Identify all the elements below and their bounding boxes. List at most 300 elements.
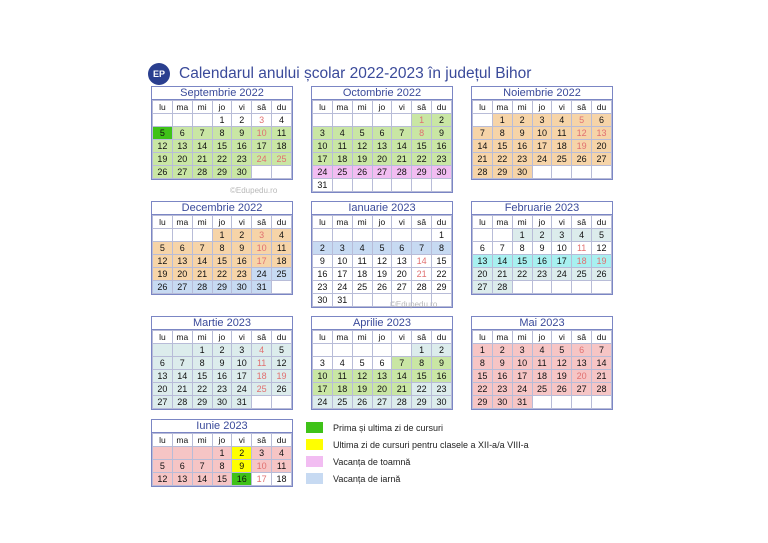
day-cell: 28 [192, 166, 212, 179]
day-cell: 19 [572, 140, 592, 153]
month-september [151, 86, 293, 180]
week-row [153, 357, 292, 370]
day-cell: 13 [473, 255, 493, 268]
day-cell: 20 [572, 370, 592, 383]
day-cell: 25 [272, 153, 292, 166]
weekday-header: jo [212, 434, 232, 447]
day-cell: 11 [572, 242, 592, 255]
day-cell: 24 [552, 268, 572, 281]
weekday-header: mi [192, 331, 212, 344]
day-cell: 21 [192, 268, 212, 281]
weekday-header: lu [153, 216, 173, 229]
day-cell: 12 [153, 140, 173, 153]
day-cell [552, 396, 572, 409]
day-cell: 18 [272, 255, 292, 268]
day-cell: 6 [172, 460, 192, 473]
day-cell [172, 114, 192, 127]
month-title: Ianuarie 2023 [312, 202, 452, 215]
day-cell: 18 [272, 473, 292, 486]
header [148, 62, 531, 86]
day-cell: 4 [352, 242, 372, 255]
day-cell: 8 [492, 127, 512, 140]
day-cell: 17 [313, 383, 333, 396]
week-row [153, 242, 292, 255]
day-cell: 18 [332, 383, 352, 396]
day-cell: 3 [232, 344, 252, 357]
day-cell: 6 [392, 242, 412, 255]
day-cell [532, 396, 552, 409]
day-cell: 29 [212, 281, 232, 294]
day-cell: 15 [432, 255, 452, 268]
legend-swatch [306, 473, 323, 484]
day-cell: 22 [512, 268, 532, 281]
day-cell [372, 179, 392, 192]
weekday-header: lu [313, 331, 333, 344]
week-row [313, 255, 452, 268]
week-row [313, 114, 452, 127]
day-cell: 21 [492, 268, 512, 281]
day-cell: 9 [492, 357, 512, 370]
weekday-header: mi [192, 101, 212, 114]
week-row [153, 396, 292, 409]
day-cell: 19 [272, 370, 292, 383]
day-cell [372, 344, 392, 357]
day-cell: 16 [512, 140, 532, 153]
day-cell [192, 447, 212, 460]
day-cell [272, 166, 292, 179]
day-cell: 17 [252, 473, 272, 486]
week-row [473, 357, 612, 370]
day-cell: 4 [272, 447, 292, 460]
week-row [153, 268, 292, 281]
week-row [313, 179, 452, 192]
day-cell: 24 [532, 153, 552, 166]
day-cell [332, 114, 352, 127]
weekday-header: lu [153, 331, 173, 344]
week-row [153, 255, 292, 268]
month-title: Februarie 2023 [472, 202, 612, 215]
day-cell [552, 166, 572, 179]
day-cell: 8 [212, 242, 232, 255]
day-cell: 11 [272, 127, 292, 140]
weekday-header: vi [232, 216, 252, 229]
weekday-header: ma [172, 101, 192, 114]
day-cell: 9 [232, 242, 252, 255]
watermark: ©Edupedu.ro [390, 300, 438, 309]
day-cell: 7 [592, 344, 612, 357]
month-title: Mai 2023 [472, 317, 612, 330]
month-grid [152, 433, 292, 486]
day-cell: 16 [232, 140, 252, 153]
day-cell: 23 [232, 153, 252, 166]
day-cell: 15 [192, 370, 212, 383]
day-cell: 28 [392, 396, 412, 409]
week-row [153, 127, 292, 140]
day-cell [592, 281, 612, 294]
day-cell [192, 229, 212, 242]
day-cell: 30 [232, 281, 252, 294]
day-cell: 10 [552, 242, 572, 255]
weekday-header: mi [352, 101, 372, 114]
weekday-header: mi [512, 331, 532, 344]
week-row [153, 383, 292, 396]
day-cell: 31 [332, 294, 352, 307]
day-cell: 11 [552, 127, 572, 140]
day-cell [332, 344, 352, 357]
weekday-header: du [592, 101, 612, 114]
day-cell: 13 [153, 370, 173, 383]
day-cell: 18 [552, 140, 572, 153]
day-cell: 24 [512, 383, 532, 396]
weekday-header: vi [552, 101, 572, 114]
day-cell: 17 [232, 370, 252, 383]
day-cell: 21 [172, 383, 192, 396]
day-cell: 10 [332, 255, 352, 268]
day-cell: 8 [432, 242, 452, 255]
day-cell [572, 281, 592, 294]
day-cell: 14 [392, 370, 412, 383]
day-cell: 20 [473, 268, 493, 281]
day-cell: 24 [332, 281, 352, 294]
weekday-header: ma [332, 331, 352, 344]
weekday-header: lu [313, 216, 333, 229]
day-cell: 13 [592, 127, 612, 140]
day-cell: 12 [153, 473, 173, 486]
month-grid [472, 215, 612, 294]
day-cell: 12 [372, 255, 392, 268]
month-grid [152, 215, 292, 294]
day-cell: 16 [212, 370, 232, 383]
day-cell: 10 [313, 140, 333, 153]
day-cell: 17 [252, 140, 272, 153]
day-cell: 10 [252, 242, 272, 255]
day-cell [332, 229, 352, 242]
weekday-header: vi [232, 331, 252, 344]
day-cell: 1 [192, 344, 212, 357]
day-cell [592, 166, 612, 179]
day-cell: 4 [572, 229, 592, 242]
day-cell: 27 [172, 281, 192, 294]
weekday-header: jo [212, 216, 232, 229]
weekday-header: lu [153, 101, 173, 114]
day-cell: 10 [252, 127, 272, 140]
day-cell: 27 [392, 281, 412, 294]
day-cell: 26 [153, 166, 173, 179]
day-cell: 28 [172, 396, 192, 409]
day-cell: 9 [313, 255, 333, 268]
day-cell [153, 229, 173, 242]
day-cell: 25 [332, 166, 352, 179]
day-cell: 8 [512, 242, 532, 255]
day-cell [592, 396, 612, 409]
weekday-header: jo [372, 331, 392, 344]
day-cell [192, 114, 212, 127]
day-cell: 15 [212, 255, 232, 268]
week-row [473, 255, 612, 268]
month-november [471, 86, 613, 180]
day-cell: 16 [532, 255, 552, 268]
day-cell: 3 [552, 229, 572, 242]
day-cell [473, 114, 493, 127]
week-row [153, 473, 292, 486]
day-cell: 5 [153, 242, 173, 255]
day-cell: 15 [212, 140, 232, 153]
day-cell: 20 [172, 268, 192, 281]
day-cell: 2 [492, 344, 512, 357]
day-cell [153, 447, 173, 460]
day-cell: 10 [252, 460, 272, 473]
weekday-header: ma [332, 216, 352, 229]
day-cell: 17 [252, 255, 272, 268]
weekday-header: mi [192, 434, 212, 447]
weekday-header: sâ [572, 216, 592, 229]
day-cell: 17 [552, 255, 572, 268]
month-title: Aprilie 2023 [312, 317, 452, 330]
week-row [473, 344, 612, 357]
weekday-header: jo [532, 216, 552, 229]
weekday-header: jo [212, 331, 232, 344]
day-cell [432, 179, 452, 192]
day-cell: 13 [372, 140, 392, 153]
weekday-header: du [272, 216, 292, 229]
day-cell: 5 [552, 344, 572, 357]
weekday-header: du [592, 216, 612, 229]
day-cell: 2 [232, 114, 252, 127]
month-december [151, 201, 293, 295]
week-row [153, 114, 292, 127]
month-grid [472, 100, 612, 179]
weekday-header: sâ [412, 331, 432, 344]
weekday-header: du [432, 101, 452, 114]
day-cell [252, 166, 272, 179]
day-cell: 5 [592, 229, 612, 242]
day-cell: 1 [492, 114, 512, 127]
day-cell: 9 [232, 127, 252, 140]
day-cell: 13 [372, 370, 392, 383]
day-cell: 30 [492, 396, 512, 409]
day-cell [473, 229, 493, 242]
month-grid [312, 330, 452, 409]
month-march [151, 316, 293, 410]
day-cell: 23 [492, 383, 512, 396]
weekday-header: du [272, 331, 292, 344]
day-cell: 11 [332, 370, 352, 383]
day-cell [352, 294, 372, 307]
day-cell: 9 [432, 357, 452, 370]
day-cell: 14 [192, 473, 212, 486]
legend-label: Vacanța de iarnă [333, 473, 401, 484]
month-title: Martie 2023 [152, 317, 292, 330]
day-cell: 2 [432, 344, 452, 357]
weekday-header: vi [232, 101, 252, 114]
day-cell: 4 [552, 114, 572, 127]
week-row [473, 127, 612, 140]
day-cell: 12 [352, 370, 372, 383]
week-row [473, 153, 612, 166]
day-cell: 15 [212, 473, 232, 486]
week-row [153, 447, 292, 460]
week-row [313, 127, 452, 140]
weekday-header: jo [532, 101, 552, 114]
weekday-header: ma [172, 216, 192, 229]
day-cell: 22 [212, 268, 232, 281]
week-row [153, 344, 292, 357]
day-cell: 6 [153, 357, 173, 370]
day-cell: 21 [392, 153, 412, 166]
day-cell: 15 [512, 255, 532, 268]
day-cell [313, 344, 333, 357]
week-row [473, 140, 612, 153]
day-cell: 9 [212, 357, 232, 370]
day-cell: 8 [412, 127, 432, 140]
legend-swatch [306, 456, 323, 467]
day-cell: 13 [172, 140, 192, 153]
day-cell: 20 [592, 140, 612, 153]
day-cell: 6 [372, 127, 392, 140]
week-row [313, 370, 452, 383]
day-cell: 18 [252, 370, 272, 383]
day-cell: 18 [352, 268, 372, 281]
day-cell: 20 [392, 268, 412, 281]
week-row [473, 114, 612, 127]
day-cell [352, 114, 372, 127]
day-cell: 19 [352, 153, 372, 166]
day-cell [552, 281, 572, 294]
day-cell: 15 [412, 370, 432, 383]
legend-label: Vacanța de toamnă [333, 456, 411, 467]
day-cell: 5 [352, 357, 372, 370]
day-cell: 29 [412, 166, 432, 179]
day-cell: 5 [372, 242, 392, 255]
day-cell: 6 [473, 242, 493, 255]
day-cell: 22 [432, 268, 452, 281]
day-cell [532, 166, 552, 179]
day-cell: 11 [352, 255, 372, 268]
day-cell: 1 [412, 114, 432, 127]
weekday-header: du [272, 101, 292, 114]
day-cell: 1 [212, 114, 232, 127]
day-cell: 13 [172, 473, 192, 486]
week-row [153, 153, 292, 166]
day-cell: 13 [172, 255, 192, 268]
weekday-header: ma [172, 331, 192, 344]
weekday-header: du [592, 331, 612, 344]
month-grid [312, 215, 452, 307]
month-grid [152, 330, 292, 409]
day-cell [153, 114, 173, 127]
day-cell: 4 [532, 344, 552, 357]
day-cell: 16 [232, 473, 252, 486]
weekday-header: lu [153, 434, 173, 447]
month-june [151, 419, 293, 487]
day-cell: 10 [313, 370, 333, 383]
day-cell: 24 [313, 396, 333, 409]
day-cell: 7 [192, 127, 212, 140]
day-cell: 21 [473, 153, 493, 166]
day-cell: 29 [492, 166, 512, 179]
day-cell: 23 [512, 153, 532, 166]
day-cell: 3 [332, 242, 352, 255]
week-row [153, 370, 292, 383]
month-title: Octombrie 2022 [312, 87, 452, 100]
day-cell: 9 [432, 127, 452, 140]
day-cell: 26 [352, 396, 372, 409]
weekday-header: sâ [572, 331, 592, 344]
day-cell: 26 [352, 166, 372, 179]
day-cell: 23 [532, 268, 552, 281]
week-row [313, 140, 452, 153]
day-cell [172, 229, 192, 242]
day-cell: 26 [592, 268, 612, 281]
weekday-header: ma [492, 216, 512, 229]
weekday-header: vi [232, 434, 252, 447]
day-cell: 25 [552, 153, 572, 166]
weekday-header: sâ [412, 216, 432, 229]
day-cell [512, 281, 532, 294]
day-cell: 4 [332, 357, 352, 370]
day-cell: 13 [392, 255, 412, 268]
day-cell: 1 [432, 229, 452, 242]
week-row [473, 166, 612, 179]
day-cell [352, 179, 372, 192]
day-cell: 18 [572, 255, 592, 268]
day-cell: 16 [232, 255, 252, 268]
day-cell: 3 [313, 357, 333, 370]
day-cell: 26 [272, 383, 292, 396]
day-cell [272, 281, 292, 294]
day-cell: 23 [313, 281, 333, 294]
day-cell: 31 [512, 396, 532, 409]
month-april [311, 316, 453, 410]
legend-label: Prima și ultima zi de cursuri [333, 422, 444, 433]
week-row [153, 140, 292, 153]
day-cell: 3 [252, 447, 272, 460]
week-row [473, 370, 612, 383]
day-cell: 27 [572, 383, 592, 396]
weekday-header: du [272, 434, 292, 447]
day-cell: 22 [492, 153, 512, 166]
day-cell: 7 [172, 357, 192, 370]
day-cell: 16 [432, 370, 452, 383]
weekday-header: ma [492, 101, 512, 114]
weekday-header: sâ [412, 101, 432, 114]
month-january [311, 201, 453, 308]
day-cell: 28 [473, 166, 493, 179]
month-grid [472, 330, 612, 409]
day-cell: 3 [313, 127, 333, 140]
day-cell: 1 [512, 229, 532, 242]
day-cell: 2 [432, 114, 452, 127]
day-cell [372, 114, 392, 127]
weekday-header: jo [212, 101, 232, 114]
day-cell: 27 [592, 153, 612, 166]
day-cell: 7 [192, 242, 212, 255]
day-cell: 14 [492, 255, 512, 268]
weekday-header: vi [392, 101, 412, 114]
day-cell: 29 [473, 396, 493, 409]
day-cell: 25 [252, 383, 272, 396]
week-row [153, 460, 292, 473]
day-cell: 16 [432, 140, 452, 153]
legend-item [306, 436, 529, 453]
day-cell: 31 [313, 179, 333, 192]
week-row [313, 166, 452, 179]
day-cell: 13 [572, 357, 592, 370]
day-cell: 18 [272, 140, 292, 153]
week-row [313, 242, 452, 255]
month-may [471, 316, 613, 410]
month-grid [152, 100, 292, 179]
